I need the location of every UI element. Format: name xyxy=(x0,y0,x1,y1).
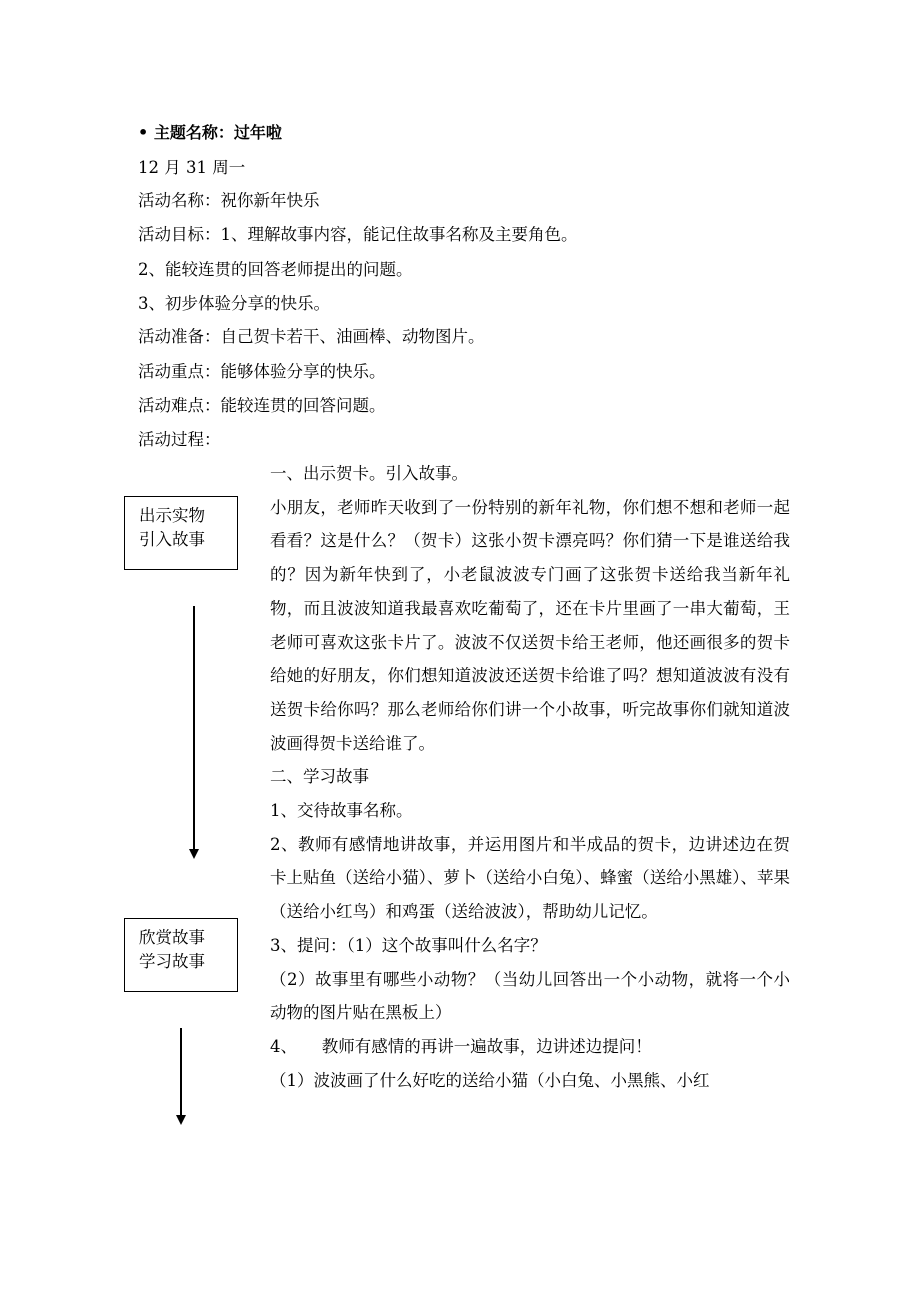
activity-goal-3: 3、初步体验分享的快乐。 xyxy=(138,294,330,313)
step2-item-1: 1、交待故事名称。 xyxy=(270,801,413,821)
step1-text: 小朋友，老师昨天收到了一份特别的新年礼物，你们想不想和老师一起看看？这是什么？（贺卡）这张小贺卡漂亮吗？你们猜一下是谁送给我的？因为新年快到了，小老鼠波波专门画了这张贺卡送给我当新年礼物，而且波波知道我最喜欢吃葡萄了，还在卡片里画了一串大葡萄，王老师可喜欢这张卡片了。波波不仅送贺卡给王老师，他还画很多的贺卡给她的好朋友，你们想知道波波还送贺卡给谁了吗？想知道波波有没有送贺卡给你吗？那么老师给你们讲一个小故事，听完故事你们就知道波波画得贺卡送给谁了。 xyxy=(270,497,790,753)
activity-difficulty: 活动难点：能较连贯的回答问题。 xyxy=(138,396,386,415)
flow-box-intro xyxy=(124,496,238,570)
bullet: • xyxy=(138,123,149,142)
step1-heading: 一、出示贺卡。引入故事。 xyxy=(270,464,468,483)
flow-box-intro-line2: 引入故事 xyxy=(139,530,205,549)
date-line: 12 月 31 周一 xyxy=(138,158,246,177)
process-body xyxy=(270,457,790,1097)
theme-title xyxy=(138,123,282,143)
step2-item-3: 3、提问：（1）这个故事叫什么名字？ xyxy=(270,935,547,955)
activity-key-point: 活动重点：能够体验分享的快乐。 xyxy=(138,362,386,381)
activity-process-label: 活动过程： xyxy=(138,430,221,449)
flow-box-intro-line1: 出示实物 xyxy=(139,506,205,525)
theme-name: 主题名称：过年啦 xyxy=(153,123,282,142)
step2-item-2: 2、教师有感情地讲故事，并运用图片和半成品的贺卡，边讲述边在贺卡上贴鱼（送给小猫）、萝卜（送给小白兔）、蜂蜜（送给小黑雄）、苹果（送给小红鸟）和鸡蛋（送给波波），帮助幼儿记忆。 xyxy=(270,834,790,922)
activity-preparation: 活动准备：自己贺卡若干、油画棒、动物图片。 xyxy=(138,327,485,346)
flow-arrow-2-shaft xyxy=(180,1028,182,1116)
flow-arrow-1-head xyxy=(189,849,199,859)
flow-box-story xyxy=(124,918,238,992)
activity-goal-2: 2、能较连贯的回答老师提出的问题。 xyxy=(138,260,413,279)
step2-item-4-sub: （1）波波画了什么好吃的送给小猫（小白兔、小黑熊、小红 xyxy=(270,1070,710,1090)
flow-box-story-line1: 欣赏故事 xyxy=(139,928,205,947)
flow-arrow-1-shaft xyxy=(193,606,195,850)
flow-box-story-line2: 学习故事 xyxy=(139,952,205,971)
activity-goal-1: 活动目标：1、理解故事内容，能记住故事名称及主要角色。 xyxy=(138,225,578,244)
activity-name: 活动名称：祝你新年快乐 xyxy=(138,191,320,210)
step2-item-3-sub: （2）故事里有哪些小动物？（当幼儿回答出一个小动物，就将一个小动物的图片贴在黑板上） xyxy=(270,969,790,1023)
flow-arrow-2-head xyxy=(176,1115,186,1125)
step2-heading: 二、学习故事 xyxy=(270,767,369,787)
step2-item-4: 4、 教师有感情的再讲一遍故事，边讲述边提问！ xyxy=(270,1036,652,1056)
